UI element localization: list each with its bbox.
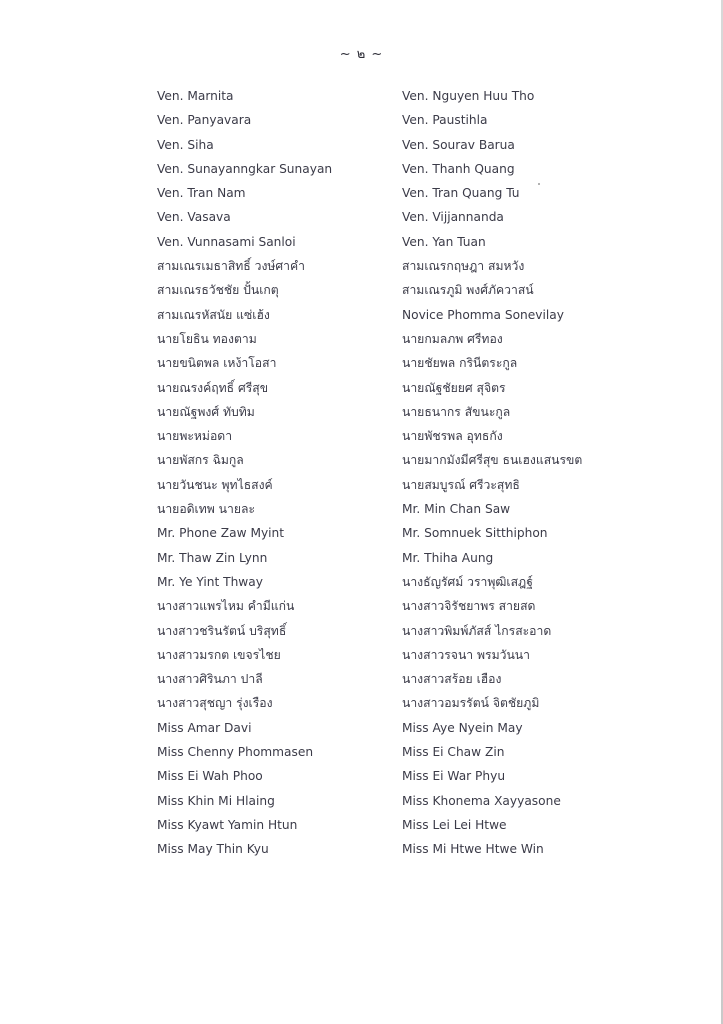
name-entry: Miss Ei War Phyu: [402, 769, 506, 784]
name-entry: สามเณรกฤษฎา สมหวัง: [402, 259, 525, 274]
name-entry: นางสาวชรินรัตน์ บริสุทธิ์: [157, 623, 287, 638]
right-column: [402, 84, 642, 862]
name-entry: Mr. Ye Yint Thway: [157, 574, 263, 589]
name-entry: Ven. Sunayanngkar Sunayan: [157, 161, 333, 176]
name-entry: Novice Phomma Sonevilay: [402, 307, 564, 322]
name-entry: Ven. Yan Tuan: [402, 234, 486, 249]
name-entry: Mr. Somnuek Sitthiphon: [402, 526, 548, 541]
name-entry: นายธนากร สัขนะกูล: [402, 404, 511, 419]
name-entry: นายอดิเทพ นายละ: [157, 502, 255, 517]
name-entry: Miss Khonema Xayyasone: [402, 793, 561, 808]
name-entry: นางสาวมรกต เขจรไชย: [157, 647, 281, 662]
page-number: ~ ๒ ~: [339, 47, 384, 62]
name-entry: Miss Amar Davi: [157, 720, 252, 735]
name-entry: Miss Khin Mi Hlaing: [157, 793, 275, 808]
name-entry: นางสาวแพรไหม คำมีแก่น: [157, 599, 295, 614]
name-entry: Mr. Phone Zaw Myint: [157, 526, 285, 541]
name-entry: นายกมลภพ ศรีทอง: [402, 331, 503, 346]
name-entry: Miss May Thin Kyu: [157, 842, 269, 857]
name-entry: นายพัชรพล อุทธกัง: [402, 429, 503, 444]
scan-speck: [538, 183, 540, 185]
name-entry: นางสาวอมรรัตน์ จิตชัยภูมิ: [402, 696, 540, 711]
name-entry: Mr. Thiha Aung: [402, 550, 494, 565]
name-entry: Ven. Tran Nam: [157, 186, 246, 201]
name-entry: นางสาวศิรินภา ปาลี: [157, 672, 263, 687]
name-entry: นายโยธิน ทองตาม: [157, 331, 257, 346]
name-entry: Ven. Nguyen Huu Tho: [402, 89, 535, 103]
name-entry: นางสาวพิมพ์ภัสส์ ไกรสะอาด: [402, 623, 552, 638]
name-entry: นางสาวจิรัชยาพร สายสด: [402, 599, 536, 614]
name-entry: นายชัยพล กรินีตระกูล: [402, 356, 518, 371]
name-entry: สามเณรภูมิ พงศ์ภัควาสน์: [402, 283, 534, 298]
name-entry: Mr. Thaw Zin Lynn: [157, 550, 268, 565]
name-entry: Mr. Min Chan Saw: [402, 502, 511, 517]
name-entry: นายณรงค์ฤทธิ์ ศรีสุข: [157, 380, 269, 395]
name-entry: นายวันชนะ พุทไธสงค์: [157, 477, 273, 492]
name-entry: นายสมบูรณ์ ศรีวะสุทธิ: [402, 477, 520, 492]
name-entry: Miss Ei Wah Phoo: [157, 769, 263, 784]
name-entry: Miss Aye Nyein May: [402, 720, 523, 735]
name-entry: Ven. Paustihla: [402, 113, 488, 128]
name-entry: นางสาวรจนา พรมวันนา: [402, 647, 530, 662]
name-entry: นางธัญรัศม์ วราพุฒิเสฎฐ์: [402, 574, 533, 589]
name-entry: Miss Mi Htwe Htwe Win: [402, 842, 544, 857]
name-entry: Ven. Marnita: [157, 89, 234, 103]
name-list: [157, 84, 637, 864]
name-entry: นายมากมังมีศรีสุข ธนเฮงแสนรขต: [402, 453, 583, 468]
name-entry: Ven. Sourav Barua: [402, 137, 515, 152]
name-entry: สามเณรหัสนัย แซ่เฮ้ง: [157, 307, 270, 322]
name-entry: Ven. Siha: [157, 137, 214, 152]
name-entry: นางสาวสร้อย เฮือง: [402, 672, 502, 687]
left-column: [157, 84, 397, 862]
name-entry: Ven. Vunnasami Sanloi: [157, 234, 296, 249]
name-entry: Ven. Tran Quang Tu: [402, 186, 520, 201]
name-entry: นายณัฐพงศ์ ทับทิม: [157, 404, 255, 419]
name-entry: Ven. Thanh Quang: [402, 161, 515, 176]
name-entry: Ven. Panyavara: [157, 113, 252, 128]
name-entry: นายขนิตพล เหง้าโอสา: [157, 356, 277, 371]
name-entry: สามเณรธวัชชัย ปั้นเกตุ: [157, 283, 279, 298]
name-entry: นางสาวสุชญา รุ่งเรือง: [157, 696, 273, 711]
name-entry: สามเณรเมธาสิทธิ์ วงษ์ศาคำ: [157, 259, 306, 274]
name-entry: Miss Ei Chaw Zin: [402, 745, 505, 760]
name-entry: Ven. Vijjannanda: [402, 210, 504, 225]
name-entry: Miss Chenny Phommasen: [157, 745, 314, 760]
name-entry: นายณัฐชัยยศ สุจิตร: [402, 380, 506, 395]
name-entry: นายพะหม่อดา: [157, 429, 233, 444]
name-entry: นายพัสกร ฉิมกูล: [157, 453, 244, 468]
name-entry: Miss Lei Lei Htwe: [402, 817, 507, 832]
name-entry: Ven. Vasava: [157, 210, 231, 225]
name-entry: Miss Kyawt Yamin Htun: [157, 817, 298, 832]
